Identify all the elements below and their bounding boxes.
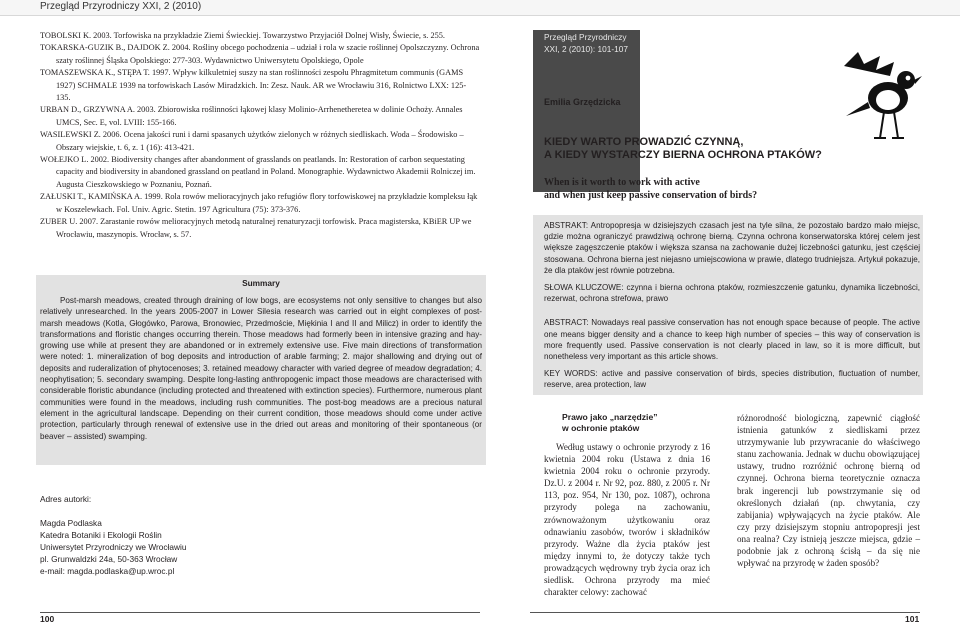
address-line: Uniwersytet Przyrodniczy we Wrocławiu [40,542,187,552]
summary-text: Post-marsh meadows, created through draining of low bogs, are ecosystems not only sensitive to changes but also relatively unresearched. In the years 2005-2007 in Lower Silesia research was carried out in eight complexes of post-marsh meadows (Kotla, Głogówko, Parowa, Bronowiec, Przedmoście, Miękinia I and II and Milicz) in order to identify the transformations and floristic changes occurring therein. Those meadows had formerly been in intensive grazing and hay-growing use while at present they are abandoned or in extremely extensive use. Five main directions of transformation were noted: 1. mineralization of bog deposits and introduction of arable farming; 2. major shallowing and drying out of deposits and ruderalization of phytocenoses; 3. retained meadowy character with varied degree of meadow degradation; 4. neophytisation; 5. secondary swamping. Despite long-lasting anthropogenic impact those meadows are characterised with considerable floristic abundance (including protected and threatened with extinction species). Furthermore, numerous plant communities were found in the meadows, including rush communities. The post-bog meadows are a precious natural element in the agricultural landscape. Depending on their current condition, those meadows should come under active protection, particularly through renewal of extensive use in the dried out areas and monitoring of their spontaneous (or beaver – assisted) swamping. [40,296,482,441]
footer-rule-right [530,612,920,613]
journal-name: Przegląd Przyrodniczy [544,32,627,42]
reference-item: ZUBER U. 2007. Zarastanie rowów melioracyjnych metodą naturalnej renaturyzacji torfowisk. Praca magisterska, KBiER UP we Wrocławiu, maszynopis. Wrocław, s. 57. [40,217,472,239]
address-email: e-mail: magda.podlaska@up.wroc.pl [40,566,175,576]
reference-list [40,30,480,241]
section-heading [562,412,710,434]
title-pl-line: A KIEDY WYSTARCZY BIERNA OCHRONA PTAKÓW? [544,149,822,161]
summary-title: Summary [242,278,280,288]
document-title: Przegląd Przyrodniczy XXI, 2 (2010) [40,1,202,12]
journal-volume: XXI, 2 (2010): 101-107 [544,44,628,54]
journal-info [544,31,644,55]
author-address [40,493,340,577]
body-paragraph: Według ustawy o ochronie przyrody z 16 kwietnia 2004 roku (Ustawa z dnia 16 kwietnia 2004 roku o ochronie przyrody. Dz.U. z 2004 r. Nr 92, poz. 880, z 2005 r. Nr 113, poz. 954, Nr 130, poz. 1087), ochrona przyrody polega na zachowaniu, zrównoważonym użytkowaniu oraz odnawianiu zasobów, tworów i składników przyrody. Ważne dla życia ptaków jest między innymi to, że dotyczy także tych prowadzących wędrowny tryb życia oraz ich siedlisk. Ochrona przyrody ma mieć charakter celowy: zachować [544,442,710,598]
reference-item: TOKARSKA-GUZIK B., DAJDOK Z. 2004. Rośliny obcego pochodzenia – udział i rola w szacie roślinnej Opolszczyzny. Ochrona szaty roślinnej Śląska Opolskiego: 277-303. Wydawnictwo Uniwersytetu Opolskiego, Opole [40,43,480,65]
abstract-polish: ABSTRAKT: Antropopresja w dzisiejszych czasach jest na tyle silna, że pozostało bardzo mało miejsc, gdzie można ograniczyć prawdziwą ochronę bierną. Czynna ochrona konserwatorska której celem jest większe zagęszczenie ptaków i większa szansa na zachowanie dużej liczebności gatunku, jest częściej stosowana. Ochrona bierna jest niejasno umiejscowiona w prawie, dlatego trudniejsza. Artykuł pokazuje, że dla ptaków jest równie potrzebna. [544,221,920,275]
address-label: Adres autorki: [40,494,92,504]
abstract-section [544,220,920,391]
summary-box [36,275,486,465]
footer-rule-left [40,612,480,613]
top-bar [0,0,960,16]
abstract-english: ABSTRACT: Nowadays real passive conservation has not enough space because of people. The active one means bigger density and a chance to keep high number of species – this way of conservation is more frequently used. Passive conservation is not clearly placed in law, so it is more difficult, but nonetheless very important as this article shows. [544,318,920,362]
article-title-polish [544,136,874,162]
keywords-polish: SŁOWA KLUCZOWE: czynna i bierna ochrona ptaków, rozmieszczenie gatunku, dynamika liczebności, rezerwat, ochrona strefowa, prawo [544,283,920,304]
reference-item: URBAN D., GRZYWNA A. 2003. Zbiorowiska roślinności łąkowej klasy Molinio-Arrhenetheretea w dolinie Ochoży. Annales UMCS, Sec. E, vol. LVIII: 155-166. [40,105,463,127]
page-number-right: 101 [905,614,920,624]
reference-item: TOBOLSKI K. 2003. Torfowiska na przykładzie Ziemi Świeckiej. Towarzystwo Przyjaciół Dolnej Wisły, Świecie, s. 255. [40,31,445,40]
section-heading-line: w ochronie ptaków [562,423,640,433]
reference-item: WOŁEJKO L. 2002. Biodiversity changes after abandonment of grasslands on peatlands. In: Restoration of carbon sequestating capacity and biodiversity in abandoned grassland on peatland in Poland. Monographie. Wydawnictwo Akademii Rolniczej im. Augusta Cieszkowskiego w Poznaniu, Poznań. [40,155,476,189]
body-paragraph: różnorodność biologiczną, zapewnić ciągłość istnienia gatunków z siedliskami przez utrzymywanie lub przywracanie do właściwego stanu zachowania. Jednak w duchu obowiązującej ustawy, trudno rozróżnić ochronę bierną od czynnej. Ochrona bierna teoretycznie oznacza brak ingerencji lub powstrzymanie się od określonych działań (np. chwytania, czy zabijania) wpływających na życie ptaków. Ale czy przy dzisiejszym stopniu antropopresji jest ona realna? Czy istnieją jeszcze miejsca, gdzie – podobnie jak z ochroną ścisłą – da się nie wpływać na przyrodę w żaden sposób? [737,413,920,569]
reference-item: ZAŁUSKI T., KAMIŃSKA A. 1999. Rola rowów melioracyjnych jako refugiów flory torfowiskowej na przykładzie kompleksu łąk w Koszelewkach. Fol. Univ. Agric. Stetin. 197 Agricultura (75): 373-376. [40,192,478,214]
article-title-english [544,176,874,202]
reference-item: WASILEWSKI Z. 2006. Ocena jakości runi i darni spasanych użytków zielonych w różnych siedliskach. Woda – Środowisko – Obszary wiejskie, t. 6, z. 1 (16): 413-421. [40,130,464,152]
title-en-line: and when just keep passive conservation of birds? [544,190,758,201]
bird-icon [836,46,922,142]
article-author: Emilia Grzędzicka [544,97,621,107]
body-column-left [544,412,710,598]
section-heading-line: Prawo jako „narzędzie” [562,412,658,422]
reference-item: TOMASZEWSKA K., STĘPA T. 1997. Wpływ kilkuletniej suszy na stan roślinności zespołu Phragmitetum communis (GAMS 1927) SCHMALE 1939 na torfowiskach Lasów Miradzkich. In: Zesz. Nauk. AR we Wrocławiu 316, Rolnictwo LXX: 125-135. [40,68,467,103]
address-line: Magda Podlaska [40,518,102,528]
title-en-line: When is it worth to work with active [544,177,700,188]
body-column-right [737,412,920,569]
address-line: Katedra Botaniki i Ekologii Roślin [40,530,162,540]
page-number-left: 100 [40,614,55,624]
address-line: pl. Grunwaldzki 24a, 50-363 Wrocław [40,554,178,564]
title-pl-line: KIEDY WARTO PROWADZIĆ CZYNNĄ, [544,136,744,148]
keywords-english: KEY WORDS: active and passive conservation of birds, species distribution, fluctuation of number, reserve, area protection, law [544,369,920,390]
